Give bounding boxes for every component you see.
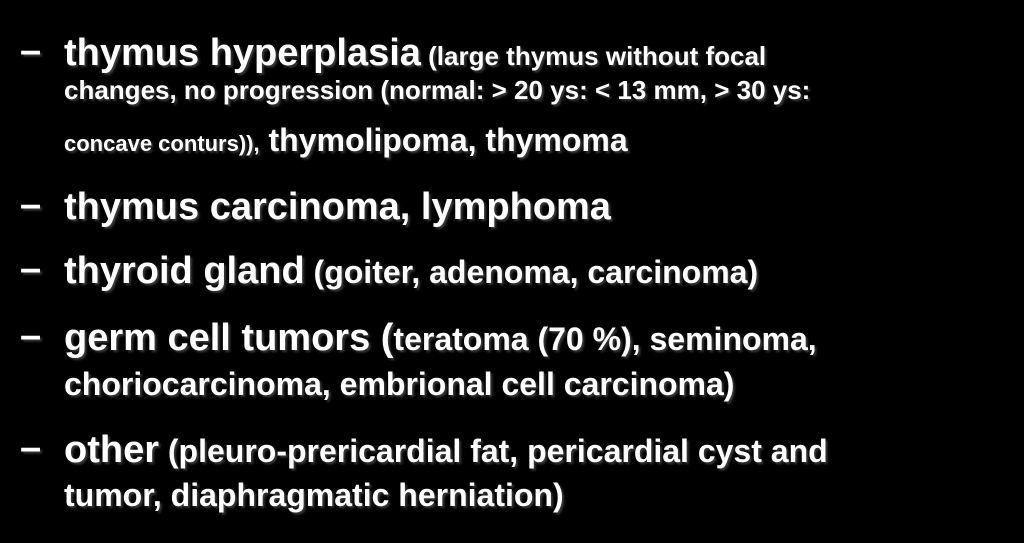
dash-bullet: –: [20, 427, 42, 469]
item-line: [64, 477, 564, 514]
item-detail: concave conturs)),: [64, 131, 260, 156]
item-line: [64, 366, 734, 403]
item-line: [64, 250, 758, 293]
item-heading: other: [64, 429, 159, 471]
item-heading: thymus carcinoma, lymphoma: [64, 186, 611, 228]
item-line: [64, 122, 628, 159]
item-detail: (pleuro-prericardial fat, pericardial cyst and: [159, 433, 828, 469]
item-line: [64, 75, 810, 106]
item-detail: changes, no progression (normal: > 20 ys: < 13 mm, > 30 ys:: [64, 75, 811, 105]
item-line: [64, 32, 766, 75]
item-heading: thymus hyperplasia: [64, 32, 421, 74]
item-detail: tumor, diaphragmatic herniation): [64, 477, 564, 513]
item-detail: choriocarcinoma, embrional cell carcinoma): [64, 366, 735, 402]
dash-bullet: –: [20, 184, 42, 226]
dash-bullet: –: [20, 30, 42, 72]
item-detail: (goiter, adenoma, carcinoma): [304, 254, 759, 290]
item-line: [64, 186, 611, 229]
item-heading: germ cell tumors (: [64, 317, 394, 359]
dash-bullet: –: [20, 248, 42, 290]
item-line: [64, 429, 828, 472]
item-heading: thymolipoma, thymoma: [259, 122, 628, 158]
dash-bullet: –: [20, 315, 42, 357]
item-detail: (large thymus without focal: [420, 41, 767, 71]
item-heading: thyroid gland: [64, 250, 305, 292]
item-line: [64, 317, 817, 360]
item-detail: teratoma (70 %), seminoma,: [393, 321, 817, 357]
